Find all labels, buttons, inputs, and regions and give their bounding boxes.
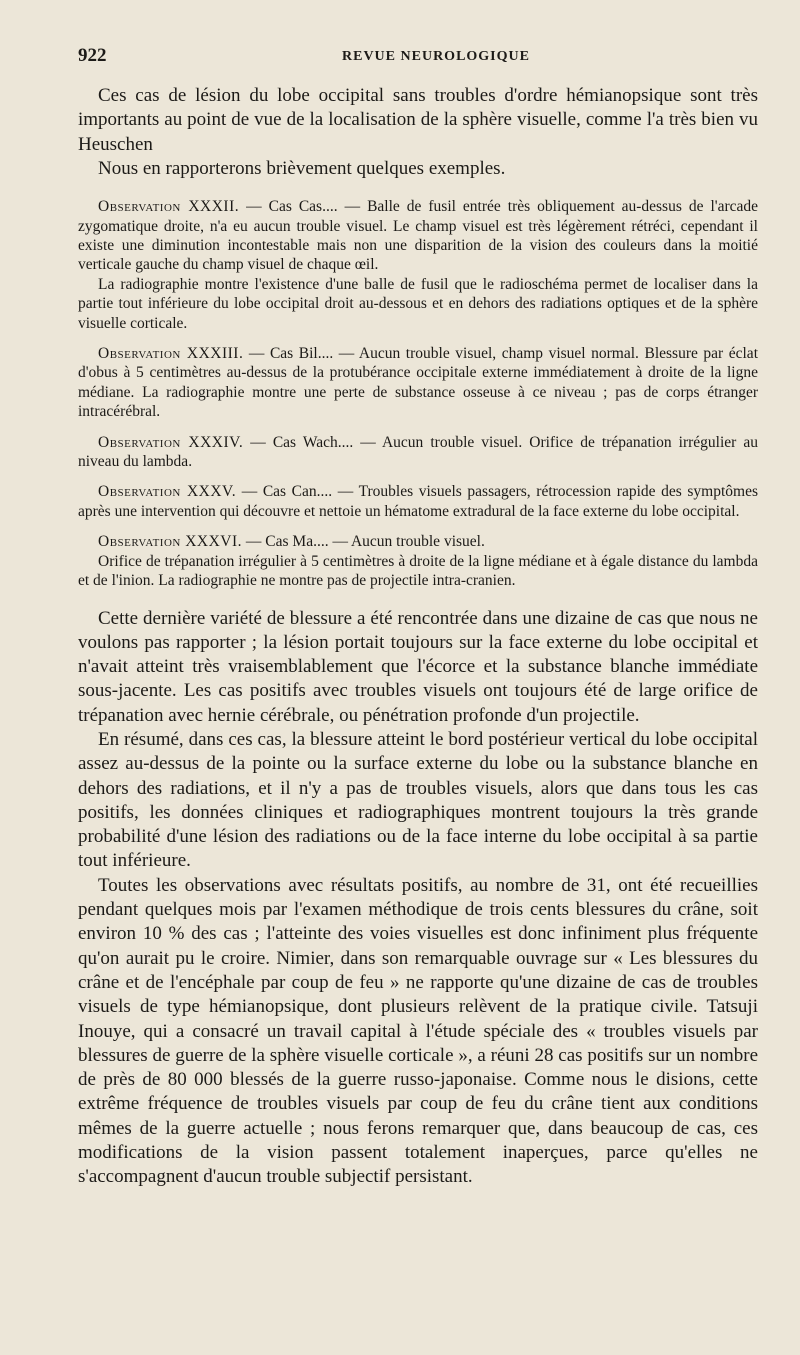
page-number: 922 xyxy=(78,45,107,66)
observation-36-note: Orifice de trépanation irrégulier à 5 centimètres à droite de la ligne médiane et à égale distance du lambda et de l'inion. La radiographie ne montre pas de projectile intra-cranien. xyxy=(78,552,758,590)
observation-34 xyxy=(78,433,758,472)
conclusion-paragraph: Cette dernière variété de blessure a été rencontrée dans une dizaine de cas que nous ne voulons pas rapporter ; la lésion portait toujours sur la face externe du lobe occipital et n'avait atteint très vraisemblablement que l'écorce et la substance blanche immédiate sous-jacente. Les cas positifs avec troubles visuels ont toujours été de large orifice de trépanation avec hernie cérébrale, ou pénétration profonde d'un projectile. xyxy=(78,607,758,726)
observation-36 xyxy=(78,532,758,551)
summary-paragraph: En résumé, dans ces cas, la blessure atteint le bord postérieur vertical du lobe occipital assez au-dessus de la pointe ou la surface externe du lobe ou la substance blanche en dehors des radiations, et il n'y a pas de troubles visuels, alors que dans tous les cas positifs, les données cliniques et radiographiques montrent toujours la très grande probabilité d'une lésion des radiations ou de la face interne du lobe occipital à sa partie tout inférieure. xyxy=(78,728,758,872)
observation-label: Observation XXXVI. xyxy=(98,533,243,551)
intro-paragraph: Ces cas de lésion du lobe occipital sans troubles d'ordre hémianopsique sont très importants au point de vue de la localisation de la sphère visuelle, comme l'a très bien vu Heuschen xyxy=(78,85,758,155)
observation-label: Observation XXXIII. xyxy=(98,345,244,363)
observation-text: — Cas Bil.... — Aucun trouble visuel, champ visuel normal. Blessure par éclat d'obus à 5 centimètres au-dessus de la protubérance occipitale externe immédiatement à droite de la ligne médiane. La radiographie montre une perte de substance osseuse à ce niveau ; pas de corps étranger intracérébral. xyxy=(78,345,758,421)
observation-35 xyxy=(78,482,758,521)
observation-text: — Cas Cas.... — Balle de fusil entrée très obliquement au-dessus de l'arcade zygomatique droite, n'a eu aucun trouble visuel. Le champ visuel est très légèrement rétréci, cependant il existe une diminution incontestable mais non une disparition de la vision des couleurs dans la moitié verticale gauche du champ visuel de chaque œil. xyxy=(78,198,759,274)
observation-text: — Cas Can.... — Troubles visuels passagers, rétrocession rapide des symptômes après une intervention qui découvre et nettoie un hématome extradural de la face externe du lobe occipital. xyxy=(78,483,758,520)
observation-33 xyxy=(78,344,758,422)
page-body xyxy=(78,84,758,1190)
observation-text: — Cas Ma.... — Aucun trouble visuel. xyxy=(242,533,485,551)
observation-text: — Cas Wach.... — Aucun trouble visuel. Orifice de trépanation irrégulier au niveau du lambda. xyxy=(78,433,758,471)
statistics-paragraph: Toutes les observations avec résultats positifs, au nombre de 31, ont été recueillies pendant quelques mois par l'examen méthodique de trois cents blessures du crâne, soit environ 10 % des cas ; l'atteinte des voies visuelles est donc infiniment plus fréquente qu'on aurait pu le croire. Nimier, dans son remarquable ouvrage sur « Les blessures du crâne et de l'encéphale par coup de feu » ne rapporte qu'une dizaine de cas de troubles visuels de type hémianopsique, dont plusieurs relèvent de la pratique civile. Tatsuji Inouye, qui a consacré un travail capital à l'étude spéciale des « troubles visuels par blessures de guerre de la sphère visuelle corticale », a réuni 28 cas positifs sur un nombre de près de 80 000 blessés de la guerre russo-japonaise. Comme nous le disions, cette extrême fréquence de troubles visuels par coup de feu du crâne tient aux conditions mêmes de la guerre actuelle ; nous ferons remarquer que, dans beaucoup de cas, ces modifications de la vision passent totalement inaperçues, parce qu'elles ne s'accompagnent d'aucun trouble subjectif persistant. xyxy=(78,874,758,1188)
observation-32 xyxy=(78,197,758,275)
intro-paragraph: Nous en rapporterons brièvement quelques exemples. xyxy=(98,157,506,179)
observation-label: Observation XXXII. xyxy=(98,198,240,216)
page-header xyxy=(78,45,760,69)
running-title: REVUE NEUROLOGIQUE xyxy=(342,49,530,64)
observation-label: Observation XXXV. xyxy=(98,483,237,501)
observation-32-note: La radiographie montre l'existence d'une balle de fusil que le radioschéma permet de localiser dans la partie tout inférieure du lobe occipital droit au-dessous et en dehors des radiations optiques et de la sphère visuelle corticale. xyxy=(78,275,758,332)
observation-label: Observation XXXIV. xyxy=(98,433,244,451)
